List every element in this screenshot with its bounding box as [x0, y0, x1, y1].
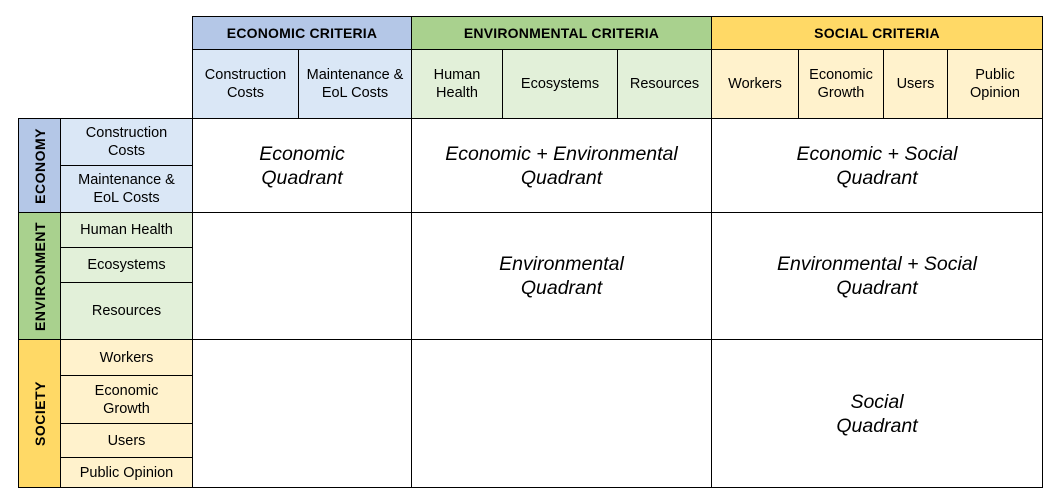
row-resources: Resources: [60, 282, 193, 340]
empty-cell-soc-econ: [192, 339, 412, 488]
row-economic-growth: Economic Growth: [60, 375, 193, 424]
row-human-health: Human Health: [60, 212, 193, 248]
social-criteria-header: SOCIAL CRITERIA: [711, 16, 1043, 50]
environmental-social-quadrant: Environmental + Social Quadrant: [711, 212, 1043, 340]
col-users: Users: [883, 49, 948, 119]
empty-cell-soc-env: [411, 339, 712, 488]
col-maintenance-eol-costs: Maintenance & EoL Costs: [298, 49, 412, 119]
col-economic-growth: Economic Growth: [798, 49, 884, 119]
col-workers: Workers: [711, 49, 799, 119]
environment-row-label: ENVIRONMENT: [18, 212, 61, 340]
col-public-opinion: Public Opinion: [947, 49, 1043, 119]
row-maintenance-eol-costs: Maintenance & EoL Costs: [60, 165, 193, 213]
environmental-quadrant: Environmental Quadrant: [411, 212, 712, 340]
environmental-criteria-header: ENVIRONMENTAL CRITERIA: [411, 16, 712, 50]
social-quadrant: Social Quadrant: [711, 339, 1043, 488]
economy-row-label: ECONOMY: [18, 118, 61, 213]
row-ecosystems: Ecosystems: [60, 247, 193, 283]
economic-quadrant: Economic Quadrant: [192, 118, 412, 213]
economic-social-quadrant: Economic + Social Quadrant: [711, 118, 1043, 213]
col-ecosystems: Ecosystems: [502, 49, 618, 119]
row-construction-costs: Construction Costs: [60, 118, 193, 166]
economic-environmental-quadrant: Economic + Environmental Quadrant: [411, 118, 712, 213]
col-human-health: Human Health: [411, 49, 503, 119]
row-workers: Workers: [60, 339, 193, 376]
col-construction-costs: Construction Costs: [192, 49, 299, 119]
row-public-opinion: Public Opinion: [60, 457, 193, 488]
economic-criteria-header: ECONOMIC CRITERIA: [192, 16, 412, 50]
empty-cell-env-econ: [192, 212, 412, 340]
society-row-label: SOCIETY: [18, 339, 61, 488]
row-users: Users: [60, 423, 193, 458]
col-resources: Resources: [617, 49, 712, 119]
